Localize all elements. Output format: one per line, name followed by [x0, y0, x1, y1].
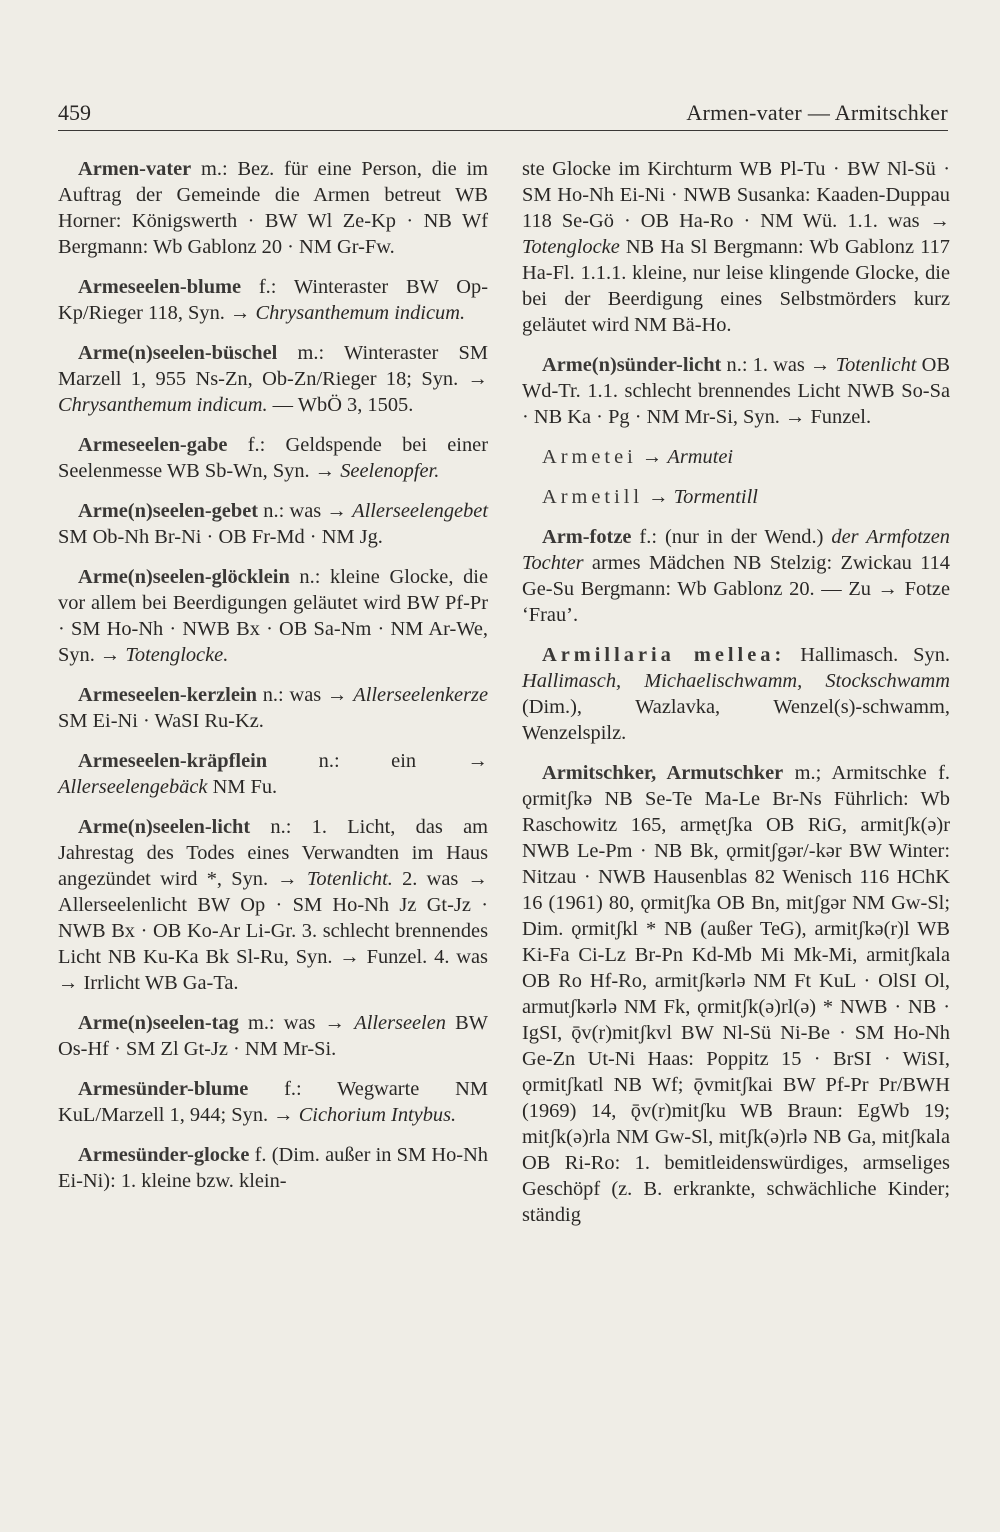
entry-tail: (Dim.), Wazlavka, Wenzel(s)-schwamm, Wenzelspilz.	[522, 696, 950, 744]
entry-italic: Chrysanthemum indicum.	[58, 394, 268, 416]
entry-italic: Totenlicht.	[306, 868, 393, 890]
entry-italic: Hallimasch, Michaelischwamm, Stockschwamm	[522, 670, 950, 692]
entry	[58, 432, 488, 484]
entry-text: ste Glocke im Kirchturm WB Pl-Tu · BW Nl-Sü · SM Ho-Nh Ei-Ni · NWB Susanka: Kaaden-Duppau 118 Se-Gö · OB Ha-Ro · NM Wü. 1.1. was →	[522, 158, 950, 232]
entry-text: m.; Armitschke f. ǫrmitʃkə NB Se-Te Ma-Le Br-Ns Führlich: Wb Raschowitz 165, armętʃka OB RiG, armitʃk(ə)r NWB Le-Pm · NB Bk, ǫrmitʃgər/-kər BW Winter: Nitzau · NWB Hausenblas 82 Wenisch 116 HChK 16 (1961) 80, ǫrmitʃka OB Bn, mitʃgər NM Gw-Sl; Dim. ǫrmitʃkl * NB (außer TeG), armitʃkə(r)l WB Ki-Fa Ci-Lz Br-Pn Kd-Mb Mi Mk-Mi, armitʃkala OB Ro Hf-Ro, armitʃkərlə NM Ft KuL · OlSI Ol, armutʃkərlə NM Fk, ǫrmitʃk(ə)rl(ə) * NWB · NB · IgSI, ǭv(r)mitʃkvl BW Nl-Sü Ni-Be · SM Ho-Nh Ge-Zn Ut-Ni Haas: Poppitz 15 · BrSI · WiSI, ǫrmitʃkatl NB Wf; ǭvmitʃkai BW Pf-Pr Pr/BWH (1969) 14, ǭv(r)mitʃku WB Braun: EgWb 19; mitʃk(ə)rla NM Gw-Sl, mitʃk(ə)rlə NB Ga, mitʃkala OB Ri-Ro: 1. bemitleidenswürdiges, armseliges Geschöpf (z. B. erkrankte, schwächliche Kinder; ständig	[522, 762, 951, 1226]
entry-italic: Armutei	[667, 446, 734, 468]
lemma: Arme(n)sünder-licht	[542, 354, 722, 376]
entry-italic: Totenglocke	[522, 236, 620, 258]
entry-text: m.: Winteraster SM Marzell 1, 955 Ns-Zn, Ob-Zn/Rieger 18; Syn. →	[58, 342, 488, 390]
lemma: Armetei	[542, 446, 637, 468]
entry-text: n.: 1. was →	[721, 354, 836, 376]
entry-tail: NM Fu.	[207, 776, 278, 798]
lemma: Armeseelen-blume	[78, 276, 242, 298]
entry	[522, 484, 950, 510]
entry-italic: Allerseelengebet	[352, 500, 488, 522]
entry-text: →	[636, 446, 668, 468]
entry-italic: Cichorium Intybus.	[298, 1104, 457, 1126]
entry-italic: der Armfotzen Tochter	[522, 526, 950, 574]
running-header	[58, 96, 948, 131]
entry	[58, 274, 488, 326]
entry-italic: Allerseelengebäck	[58, 776, 208, 798]
lemma: Armeseelen-kerzlein	[78, 684, 257, 706]
entry-text: m.: was →	[238, 1012, 355, 1034]
right-column	[522, 156, 950, 1242]
lemma: Armillaria mellea:	[542, 644, 786, 666]
lemma: Armitschker, Armutschker	[542, 762, 784, 784]
entry	[522, 524, 950, 628]
entry-tail: SM Ob-Nh Br-Ni · OB Fr-Md · NM Jg.	[58, 526, 383, 548]
entry	[522, 156, 950, 338]
lemma: Arme(n)seelen-tag	[78, 1012, 239, 1034]
entry-tail: BW Os-Hf · SM Zl Gt-Jz · NM Mr-Si.	[58, 1012, 488, 1060]
entry	[58, 1142, 488, 1194]
entry	[58, 814, 488, 996]
lemma: Arme(n)seelen-büschel	[78, 342, 278, 364]
entry-text: n.: was →	[258, 500, 353, 522]
entry-text: f.: Wegwarte NM KuL/Marzell 1, 944; Syn. →	[58, 1078, 488, 1126]
entry-tail: SM Ei-Ni · WaSI Ru-Kz.	[58, 710, 264, 732]
entry-italic: Chrysanthemum indicum.	[255, 302, 466, 324]
lemma: Armesünder-blume	[78, 1078, 249, 1100]
entry	[58, 748, 488, 800]
entry-text: f.: Geldspende bei einer Seelenmesse WB Sb-Wn, Syn. →	[58, 434, 488, 482]
entry-tail: OB Wd-Tr. 1.1. schlecht brennendes Licht NWB So-Sa · NB Ka · Pg · NM Mr-Si, Syn. → Funzel.	[522, 354, 950, 428]
entry-text: f. (Dim. außer in SM Ho-Nh Ei-Ni): 1. kleine bzw. klein-	[58, 1144, 488, 1192]
entry-text: n.: 1. Licht, das am Jahrestag des Todes eines Verwandten im Haus angezündet wird *, Syn. →	[58, 816, 488, 890]
entry-italic: Tormentill	[673, 486, 758, 508]
entry	[58, 156, 488, 260]
left-column	[58, 156, 488, 1208]
entry-text: f.: Winteraster BW Op-Kp/Rieger 118, Syn. →	[58, 276, 488, 324]
entry-text: n.: ein →	[267, 750, 488, 772]
entry-italic: Totenlicht	[835, 354, 917, 376]
lemma: Armesünder-glocke	[78, 1144, 250, 1166]
entry	[58, 564, 488, 668]
lemma: Arme(n)seelen-glöcklein	[78, 566, 290, 588]
entry-tail: NB Ha Sl Bergmann: Wb Gablonz 117 Ha-Fl. 1.1.1. kleine, nur leise klingende Glocke, die bei der Beerdigung eines Selbstmörders kurz geläutet wird NM Bä-Ho.	[522, 236, 950, 336]
entry-tail: — WbÖ 3, 1505.	[267, 394, 414, 416]
entry-text: Hallimasch. Syn.	[785, 644, 950, 666]
entry-text: →	[643, 486, 674, 508]
lemma: Armen-vater	[78, 158, 192, 180]
entry-italic: Totenglocke.	[125, 644, 229, 666]
page-number: 459	[58, 100, 91, 125]
running-title: Armen-vater — Armitschker	[686, 100, 948, 125]
entry	[58, 682, 488, 734]
entry-italic: Allerseelenkerze	[353, 684, 488, 706]
lemma: Arme(n)seelen-gebet	[78, 500, 259, 522]
entry	[522, 352, 950, 430]
entry	[58, 1076, 488, 1128]
lemma: Arm-fotze	[542, 526, 632, 548]
entry	[58, 498, 488, 550]
entry-text: f.: (nur in der Wend.)	[631, 526, 832, 548]
entry-text: n.: was →	[256, 684, 354, 706]
lemma: Armeseelen-gabe	[78, 434, 228, 456]
entry-text: m.: Bez. für eine Person, die im Auftrag der Gemeinde die Armen betreut WB Horner: Königswerth · BW Wl Ze-Kp · NB Wf Bergmann: Wb Gablonz 20 · NM Gr-Fw.	[58, 158, 488, 258]
entry	[522, 760, 950, 1228]
entry-italic: Allerseelen	[354, 1012, 446, 1034]
entry-tail: 2. was → Allerseelenlicht BW Op · SM Ho-Nh Jz Gt-Jz · NWB Bx · OB Ko-Ar Li-Gr. 3. schlecht brennendes Licht NB Ku-Ka Bk Sl-Ru, Syn. → Funzel. 4. was → Irrlicht WB Ga-Ta.	[58, 868, 488, 994]
lemma: Armeseelen-kräpflein	[78, 750, 268, 772]
entry	[522, 444, 950, 470]
entry-tail: armes Mädchen NB Stelzig: Zwickau 114 Ge-Su Bergmann: Wb Gablonz 20. — Zu → Fotze ‘Frau’.	[522, 552, 950, 626]
lemma: Arme(n)seelen-licht	[78, 816, 251, 838]
entry-italic: Seelenopfer.	[340, 460, 440, 482]
entry-text: n.: kleine Glocke, die vor allem bei Beerdigungen geläutet wird BW Pf-Pr · SM Ho-Nh · NWB Bx · OB Sa-Nm · NM Ar-We, Syn. →	[58, 566, 488, 666]
lemma: Armetill	[542, 486, 644, 508]
entry	[58, 1010, 488, 1062]
entry	[58, 340, 488, 418]
entry	[522, 642, 950, 746]
